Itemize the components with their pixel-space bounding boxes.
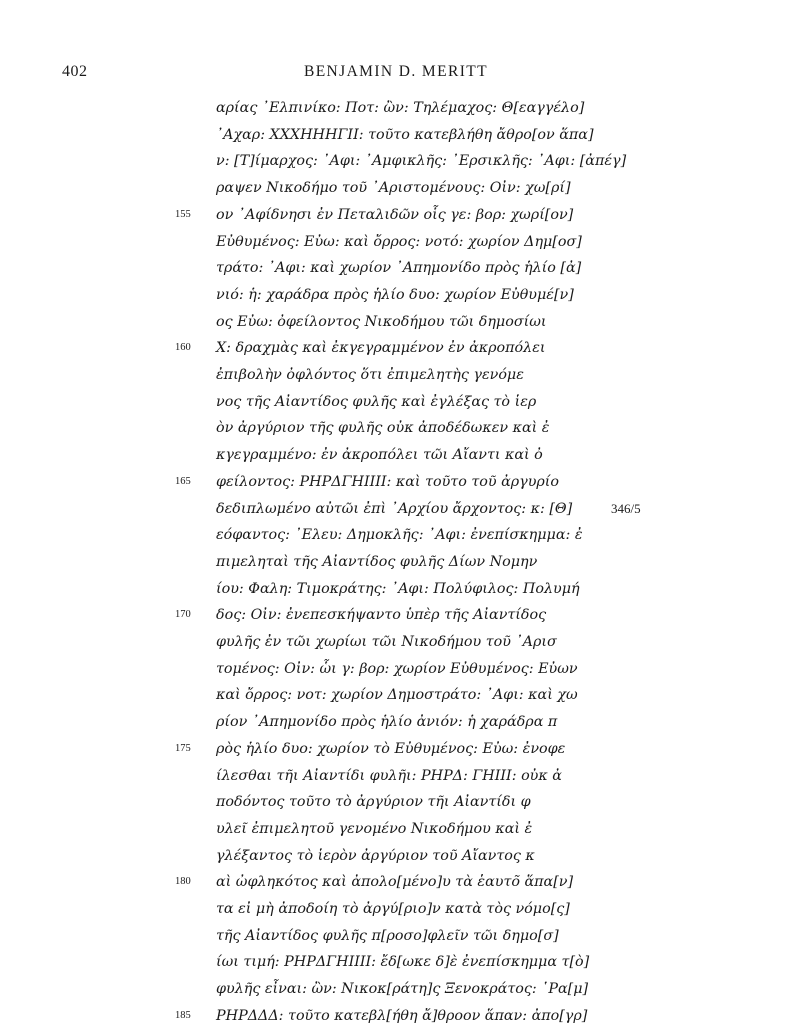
inscription-line	[0, 683, 792, 707]
line-text: ραψεν Νικοδήμο τοῦ ᾿Αριστομένους: Οἰν: χω[ρί]	[216, 180, 571, 197]
inscription-line	[0, 817, 792, 841]
line-text: υλεῖ ἐπιμελητοῦ γενομένο Νικοδήμου καὶ ἐ	[216, 820, 533, 837]
line-text: τράτο: ᾿Αφι: καὶ χωρίον ᾿Απημονίδο πρὸς ἡλίο [ἀ]	[216, 260, 582, 277]
line-text: ᾿Αχαρ: XXXΗΗΗΓΙΙ: τοῦτο κατεβλήθη ἄθρο[ον ἅπα]	[216, 126, 594, 143]
inscription-line	[0, 844, 792, 868]
inscription-line	[0, 710, 792, 734]
inscription-line	[0, 577, 792, 601]
inscription-line	[0, 737, 792, 761]
line-text: νος τῆς Αἰαντίδος φυλῆς καὶ ἐγλέξας τὸ ἱερ	[216, 393, 537, 410]
line-text: ν: [Τ]ίμαρχος: ᾿Αφι: ᾿Αμφικλῆς: ᾿Ερσικλῆς: ᾿Αφι: [ἀπέγ]	[216, 153, 627, 170]
line-number: 175	[175, 742, 191, 754]
margin-date-note: 346/5	[611, 500, 641, 516]
inscription-line	[0, 924, 792, 948]
inscription-line	[0, 630, 792, 654]
line-text: ποδόντος τοῦτο τὸ ἀργύριον τῆι Αἰαντίδι φ	[216, 794, 531, 811]
inscription-line	[0, 870, 792, 894]
inscription-line	[0, 283, 792, 307]
inscription-line	[0, 764, 792, 788]
inscription-line	[0, 977, 792, 1001]
inscription-line	[0, 950, 792, 974]
inscription-line	[0, 310, 792, 334]
line-text: Εὐθυμένος: Εὐω: καὶ ὄρρος: νοτό: χωρίον Δημ[οσ]	[216, 233, 582, 250]
line-text: δος: Οἰν: ἐνεπεσκήψαντο ὑπὲρ τῆς Αἰαντίδος	[216, 607, 547, 624]
line-text: φείλοντος: ΡΗΡΔΓΗΙΙΙΙ: καὶ τοῦτο τοῦ ἀργυρίο	[216, 473, 560, 490]
inscription-line	[0, 470, 792, 494]
line-text: ρίον ᾿Απημονίδο πρὸς ἡλίο ἀνιόν: ἡ χαράδρα π	[216, 714, 558, 731]
inscription-line	[0, 149, 792, 173]
page-number: 402	[62, 63, 88, 80]
line-text: αὶ ὠφληκότος καὶ ἀπολο[μένο]υ τὰ ἑαυτõ ἅπα[ν]	[216, 874, 574, 891]
inscription-line	[0, 443, 792, 467]
inscription-line	[0, 790, 792, 814]
line-text: ον ᾿Αφίδνησι ἐν Πεταλιδῶν οἷς γε: βορ: χωρί[ον]	[216, 206, 574, 223]
inscription-line	[0, 416, 792, 440]
line-number: 170	[175, 609, 191, 621]
line-text: κγεγραμμένο: ἐν ἀκροπόλει τῶι Αἴαντι καὶ ὀ	[216, 447, 543, 464]
line-text: ίωι τιμή: ΡΗΡΔΓΗΙΙΙΙ: ἔδ[ωκε δ]ὲ ἐνεπίσκημμα τ[ὸ]	[216, 954, 590, 971]
running-head: BENJAMIN D. MERITT	[303, 63, 489, 80]
inscription-line	[0, 897, 792, 921]
inscription-line	[0, 657, 792, 681]
line-number: 185	[175, 1009, 191, 1021]
line-text: ος Εὐω: ὀφείλοντος Νικοδήμου τῶι δημοσίωι	[216, 313, 547, 330]
line-number: 155	[175, 208, 191, 220]
line-number: 160	[175, 342, 191, 354]
line-number: 165	[175, 475, 191, 487]
inscription-line	[0, 390, 792, 414]
inscription-line	[0, 123, 792, 147]
line-text: Χ: δραχμὰς καὶ ἐκγεγραμμένον ἐν ἀκροπόλει	[216, 340, 546, 357]
line-text: ΡΗΡΔΔΔ: τοῦτο κατεβλ[ήθη ἄ]θροον ἅπαν: ἀπο[γρ]	[216, 1007, 588, 1024]
inscription-line	[0, 603, 792, 627]
line-number: 180	[175, 876, 191, 888]
line-text: φυλῆς εἶναι: ὢν: Νικοκ[ράτη]ς Ξενοκράτος: ῾Ρα[μ]	[216, 981, 589, 998]
line-text: τομένος: Οἰν: ὧι γ: βορ: χωρίον Εὐθυμένος: Εὐων	[216, 660, 578, 677]
inscription-line	[0, 336, 792, 360]
inscription-line	[0, 1004, 792, 1028]
line-text: ὸν ἀργύριον τῆς φυλῆς οὐκ ἀποδέδωκεν καὶ ἐ	[216, 420, 550, 437]
line-text: ἐπιβολὴν ὀφλόντος ὅτι ἐπιμελητὴς γενόμε	[216, 367, 524, 383]
inscription-line	[0, 363, 792, 387]
line-text: φυλῆς ἐν τῶι χωρίωι τῶι Νικοδήμου τοῦ ᾿Αρισ	[216, 634, 557, 650]
line-text: ρὸς ἡλίο δυο: χωρίον τὸ Εὐθυμένος: Εὐω: ἐνοφε	[216, 740, 566, 757]
inscription-line	[0, 96, 792, 120]
line-text: νιό: ἡ: χαράδρα πρὸς ἡλίο δυο: χωρίον Εὐθυμέ[ν]	[216, 286, 574, 303]
line-text: πιμεληταὶ τῆς Αἰαντίδος φυλῆς Δίων Νομην	[216, 553, 538, 570]
line-text: γλέξαντος τὸ ἱερὸν ἀργύριον τοῦ Αἴαντος κ	[216, 847, 535, 864]
line-text: καὶ ὄρρος: νοτ: χωρίον Δημοστράτο: ᾿Αφι: καὶ χω	[216, 687, 578, 704]
inscription-line	[0, 497, 792, 521]
inscription-line	[0, 523, 792, 547]
line-text: δεδιπλωμένο αὐτῶι ἐπὶ ᾿Αρχίου ἄρχοντος: κ: [Θ]	[216, 500, 573, 517]
line-text: ίου: Φαλη: Τιμοκράτης: ᾿Αφι: Πολύφιλος: Πολυμή	[216, 580, 580, 597]
inscription-line	[0, 176, 792, 200]
line-text: τα εἰ μὴ ἀποδοίη τὸ ἀργύ[ριο]ν κατὰ τὸς νόμο[ς]	[216, 901, 570, 917]
line-text: αρίας ᾿Ελπινίκο: Ποτ: ὢν: Τηλέμαχος: Θ[εαγγέλο]	[216, 100, 585, 116]
line-text: εόφαντος: ᾿Ελευ: Δημοκλῆς: ᾿Αφι: ἐνεπίσκημμα: ἐ	[216, 527, 583, 544]
line-text: ίλεσθαι τῆι Αἰαντίδι φυλῆι: ΡΗΡΔ: ΓΗΙΙΙ: οὐκ ἀ	[216, 767, 562, 784]
inscription-line	[0, 230, 792, 254]
inscription-line	[0, 203, 792, 227]
inscription-line	[0, 550, 792, 574]
line-text: τῆς Αἰαντίδος φυλῆς π[ροσο]φλεῖν τῶι δημο[σ]	[216, 927, 559, 944]
inscription-line	[0, 256, 792, 280]
